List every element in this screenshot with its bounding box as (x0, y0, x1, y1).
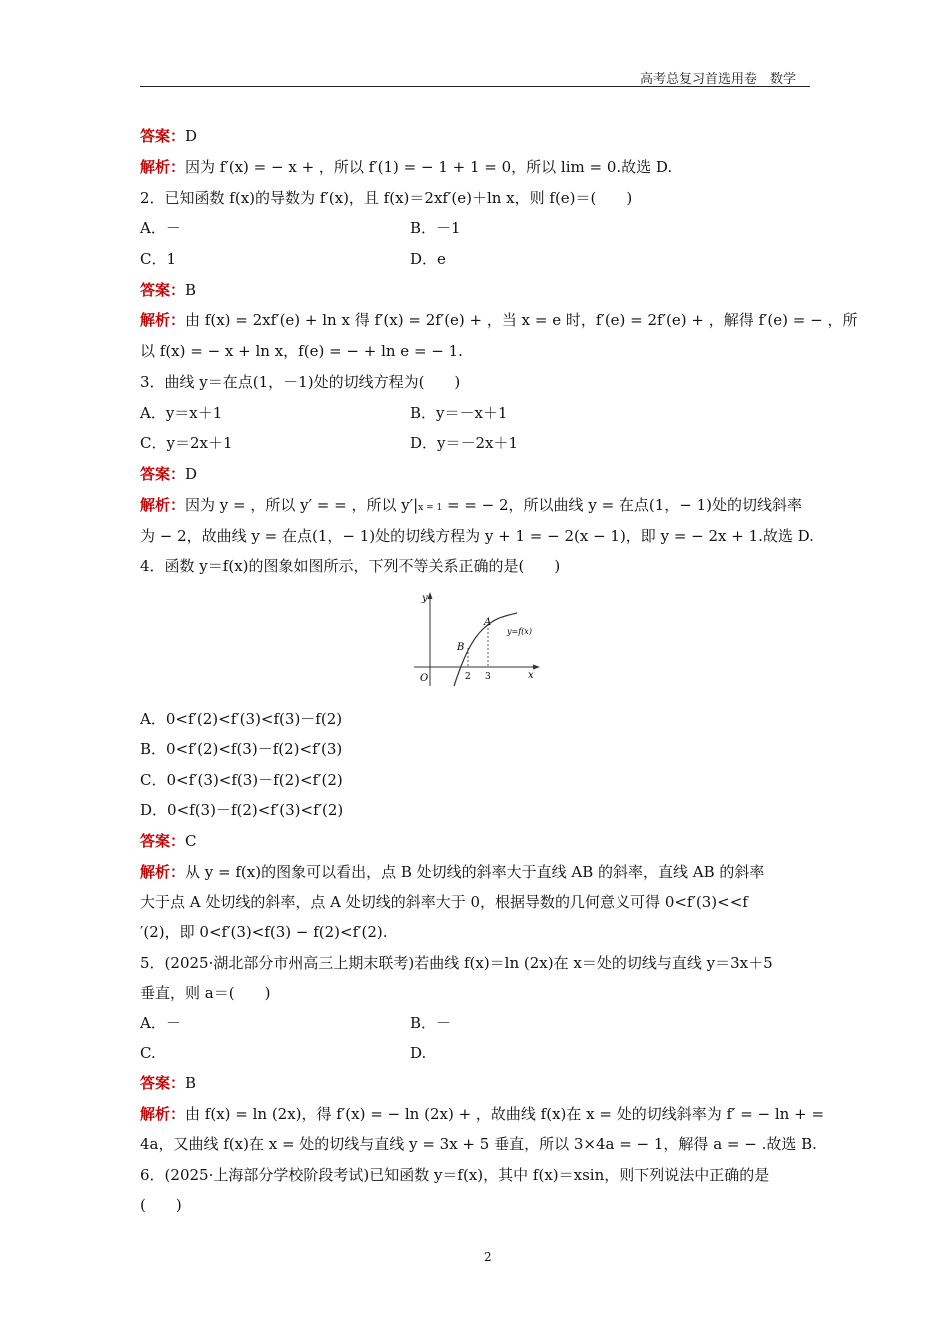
analysis-label: 解析： (140, 496, 186, 514)
q3-analysis-line2: 为 − 2，故曲线 y = 在点(1，− 1)处的切线方程为 y + 1 = − 2(x − 1)，即 y = − 2x + 1.故选 D. (140, 527, 814, 545)
q4-answer (140, 831, 197, 851)
q2-stem: 2．已知函数 f(x)的导数为 f′(x)，且 f(x)＝2xf′(e)＋ln x，则 f(e)＝( ) (140, 189, 633, 207)
q4-option-b: B．0<f′(2)<f(3)－f(2)<f′(3) (140, 740, 343, 758)
q5-option-a: A．－ (140, 1014, 181, 1032)
q3-option-a: A．y＝x＋1 (140, 404, 223, 422)
q4-option-a: A．0<f′(2)<f′(3)<f(3)－f(2) (140, 710, 343, 728)
q4-stem: 4．函数 y＝f(x)的图象如图所示，下列不等关系正确的是( ) (140, 557, 561, 575)
q5-analysis-line1 (140, 1104, 824, 1124)
q3-option-d: D．y＝－2x＋1 (410, 434, 519, 452)
tick-2-label: 2 (465, 672, 471, 682)
point-b-label: B (457, 642, 465, 653)
q4-option-c: C．0<f′(3)<f(3)－f(2)<f′(2) (140, 771, 343, 789)
point-a-label: A (484, 617, 492, 628)
q6-stem-line2: ( ) (140, 1196, 182, 1214)
q1-analysis (140, 157, 672, 177)
answer-value: B (185, 281, 197, 299)
header-title: 高考总复习首选用卷 数学 (640, 72, 797, 87)
x-label: x (528, 670, 534, 681)
q2-analysis-line1 (140, 310, 857, 330)
answer-value: B (185, 1074, 197, 1092)
origin-label: O (420, 673, 429, 684)
answer-label: 答案： (140, 127, 186, 145)
analysis-subscript: x = 1 (418, 503, 443, 513)
analysis-text: 从 y = f(x)的图象可以看出，点 B 处切线的斜率大于直线 AB 的斜率，直线 AB 的斜率 (185, 863, 765, 881)
analysis-label: 解析： (140, 311, 186, 329)
q2-option-a: A．－ (140, 219, 181, 237)
q5-answer (140, 1073, 196, 1093)
q4-analysis-line2: 大于点 A 处切线的斜率，点 A 处切线的斜率大于 0，根据导数的几何意义可得 0<f′(3)<<f (140, 893, 748, 911)
q2-answer (140, 280, 196, 300)
q2-option-d: D．e (410, 250, 446, 268)
header-rule (140, 86, 810, 87)
analysis-text: 由 f(x) = 2xf′(e) + ln x 得 f′(x) = 2f′(e) + ，当 x = e 时，f′(e) = 2f′(e) + ，解得 f′(e) = − ，所 (185, 311, 858, 329)
q4-analysis-line3: ′(2)，即 0<f′(3)<f(3) − f(2)<f′(2). (140, 923, 388, 941)
analysis-text-b: = = − 2，所以曲线 y = 在点(1，− 1)处的切线斜率 (442, 496, 803, 514)
q2-analysis-line2: 以 f(x) = − x + ln x，f(e) = − + ln e = − 1. (140, 342, 463, 360)
answer-label: 答案： (140, 1074, 186, 1092)
analysis-text: 由 f(x) = ln (2x)，得 f′(x) = − ln (2x) + ，故曲线 f(x)在 x = 处的切线斜率为 f′ = − ln + = (185, 1105, 825, 1123)
q5-stem-line2: 垂直，则 a＝( ) (140, 984, 271, 1002)
q6-stem-line1: 6．(2025·上海部分学校阶段考试)已知函数 y＝f(x)，其中 f(x)＝xsin，则下列说法中正确的是 (140, 1166, 770, 1184)
q3-option-c: C．y＝2x＋1 (140, 434, 233, 452)
q4-option-d: D．0<f(3)－f(2)<f′(3)<f′(2) (140, 801, 344, 819)
q2-option-c: C．1 (140, 250, 177, 268)
tick-3-label: 3 (485, 672, 491, 682)
q5-stem-line1: 5．(2025·湖北部分市州高三上期末联考)若曲线 f(x)＝ln (2x)在 x＝处的切线与直线 y＝3x＋5 (140, 954, 773, 972)
answer-label: 答案： (140, 281, 186, 299)
curve-label: y=f(x) (507, 627, 532, 636)
q5-option-c: C. (140, 1044, 156, 1062)
q5-analysis-line2: 4a，又曲线 f(x)在 x = 处的切线与直线 y = 3x + 5 垂直，所以 3×4a = − 1，解得 a = − .故选 B. (140, 1135, 817, 1153)
answer-value: D (185, 127, 198, 145)
analysis-label: 解析： (140, 158, 186, 176)
answer-value: C (185, 832, 197, 850)
q2-option-b: B．－1 (410, 219, 461, 237)
q5-option-d: D. (410, 1044, 427, 1062)
q5-option-b: B．－ (410, 1014, 452, 1032)
q1-answer (140, 126, 197, 146)
q4-analysis-line1 (140, 862, 764, 882)
x-axis-arrow (533, 665, 540, 670)
q3-analysis-line1 (140, 495, 802, 518)
answer-value: D (185, 465, 198, 483)
answer-label: 答案： (140, 465, 186, 483)
q3-answer (140, 464, 197, 484)
analysis-text: 因为 f′(x) = − x + ，所以 f′(1) = − 1 + 1 = 0，所以 lim = 0.故选 D. (185, 158, 673, 176)
answer-label: 答案： (140, 832, 186, 850)
page-number: 2 (484, 1250, 492, 1264)
analysis-text-a: 因为 y = ，所以 y′ = = ，所以 y′| (185, 496, 419, 514)
function-graph (412, 590, 542, 688)
q3-stem: 3．曲线 y＝在点(1，－1)处的切线方程为( ) (140, 373, 461, 391)
analysis-label: 解析： (140, 1105, 186, 1123)
y-label: y (422, 593, 428, 604)
analysis-label: 解析： (140, 863, 186, 881)
y-axis-arrow (428, 592, 433, 599)
q3-option-b: B．y＝－x＋1 (410, 404, 508, 422)
